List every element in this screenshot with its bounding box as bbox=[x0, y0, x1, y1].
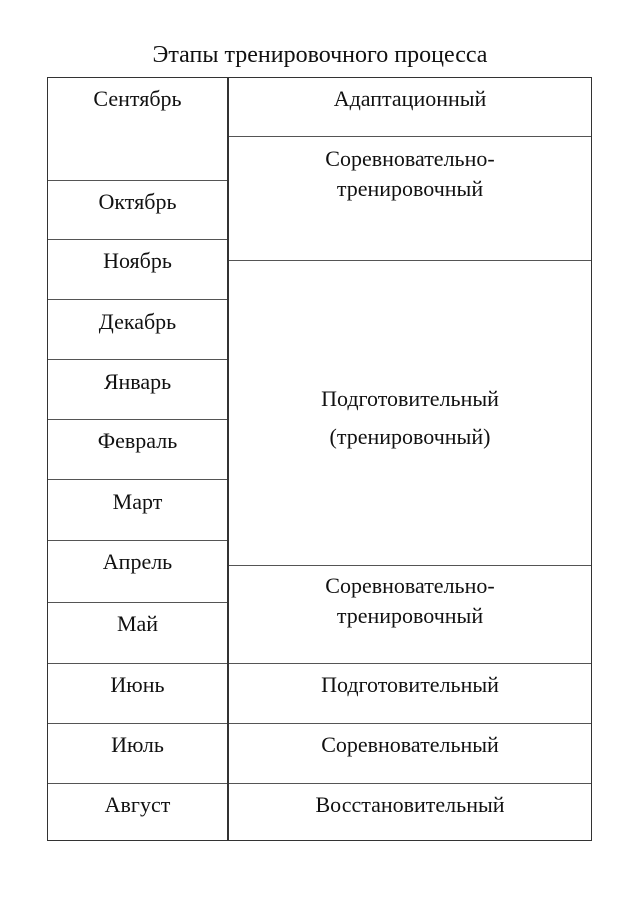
month-row-separator bbox=[48, 180, 227, 181]
stage-cell-competitive-training-1 bbox=[229, 144, 591, 204]
stage-row-separator bbox=[229, 663, 591, 664]
month-cell-november: Ноябрь bbox=[103, 248, 172, 273]
stage-line: Соревновательно- bbox=[325, 573, 495, 598]
stage-line: Адаптационный bbox=[333, 86, 487, 111]
month-cell-june: Июнь bbox=[110, 672, 165, 697]
month-cell-april: Апрель bbox=[102, 549, 173, 574]
stage-row-separator bbox=[229, 136, 591, 137]
stage-cell-adaptation bbox=[229, 84, 591, 114]
month-cell-august: Август bbox=[104, 792, 171, 817]
table-title: Этапы тренировочного процесса bbox=[152, 42, 488, 68]
month-cell-march: Март bbox=[112, 489, 163, 514]
month-cell-february: Февраль bbox=[97, 428, 178, 453]
stage-line: (тренировочный) bbox=[329, 424, 491, 449]
month-cell-september: Сентябрь bbox=[93, 86, 182, 111]
stage-line: Восстановительный bbox=[315, 792, 505, 817]
stage-cell-preparatory bbox=[229, 670, 591, 700]
stage-cell-competitive bbox=[229, 730, 591, 760]
stage-line: Подготовительный bbox=[321, 672, 499, 697]
month-row-separator bbox=[48, 540, 227, 541]
stage-line: тренировочный bbox=[336, 603, 484, 628]
month-cell-october: Октябрь bbox=[98, 189, 177, 214]
month-row-separator bbox=[48, 299, 227, 300]
month-cell-december: Декабрь bbox=[98, 309, 177, 334]
month-row-separator bbox=[48, 479, 227, 480]
stage-cell-recovery bbox=[229, 790, 591, 820]
month-cell-may: Май bbox=[116, 611, 159, 636]
month-row-separator bbox=[48, 419, 227, 420]
month-row-separator bbox=[48, 723, 227, 724]
month-row-separator bbox=[48, 663, 227, 664]
stage-line: тренировочный bbox=[336, 176, 484, 201]
stage-row-separator bbox=[229, 783, 591, 784]
training-stages-table bbox=[47, 77, 592, 841]
stage-line: Соревновательный bbox=[321, 732, 499, 757]
month-row-separator bbox=[48, 239, 227, 240]
stage-cell-competitive-training-2 bbox=[229, 571, 591, 631]
stage-line: Соревновательно- bbox=[325, 146, 495, 171]
month-row-separator bbox=[48, 783, 227, 784]
month-cell-january: Январь bbox=[103, 369, 172, 394]
month-cell-july: Июль bbox=[111, 732, 164, 757]
stage-cell-preparatory-training bbox=[229, 380, 591, 456]
stage-row-separator bbox=[229, 565, 591, 566]
month-row-separator bbox=[48, 359, 227, 360]
month-row-separator bbox=[48, 602, 227, 603]
stage-line: Подготовительный bbox=[321, 386, 499, 411]
stage-row-separator bbox=[229, 260, 591, 261]
stage-row-separator bbox=[229, 723, 591, 724]
